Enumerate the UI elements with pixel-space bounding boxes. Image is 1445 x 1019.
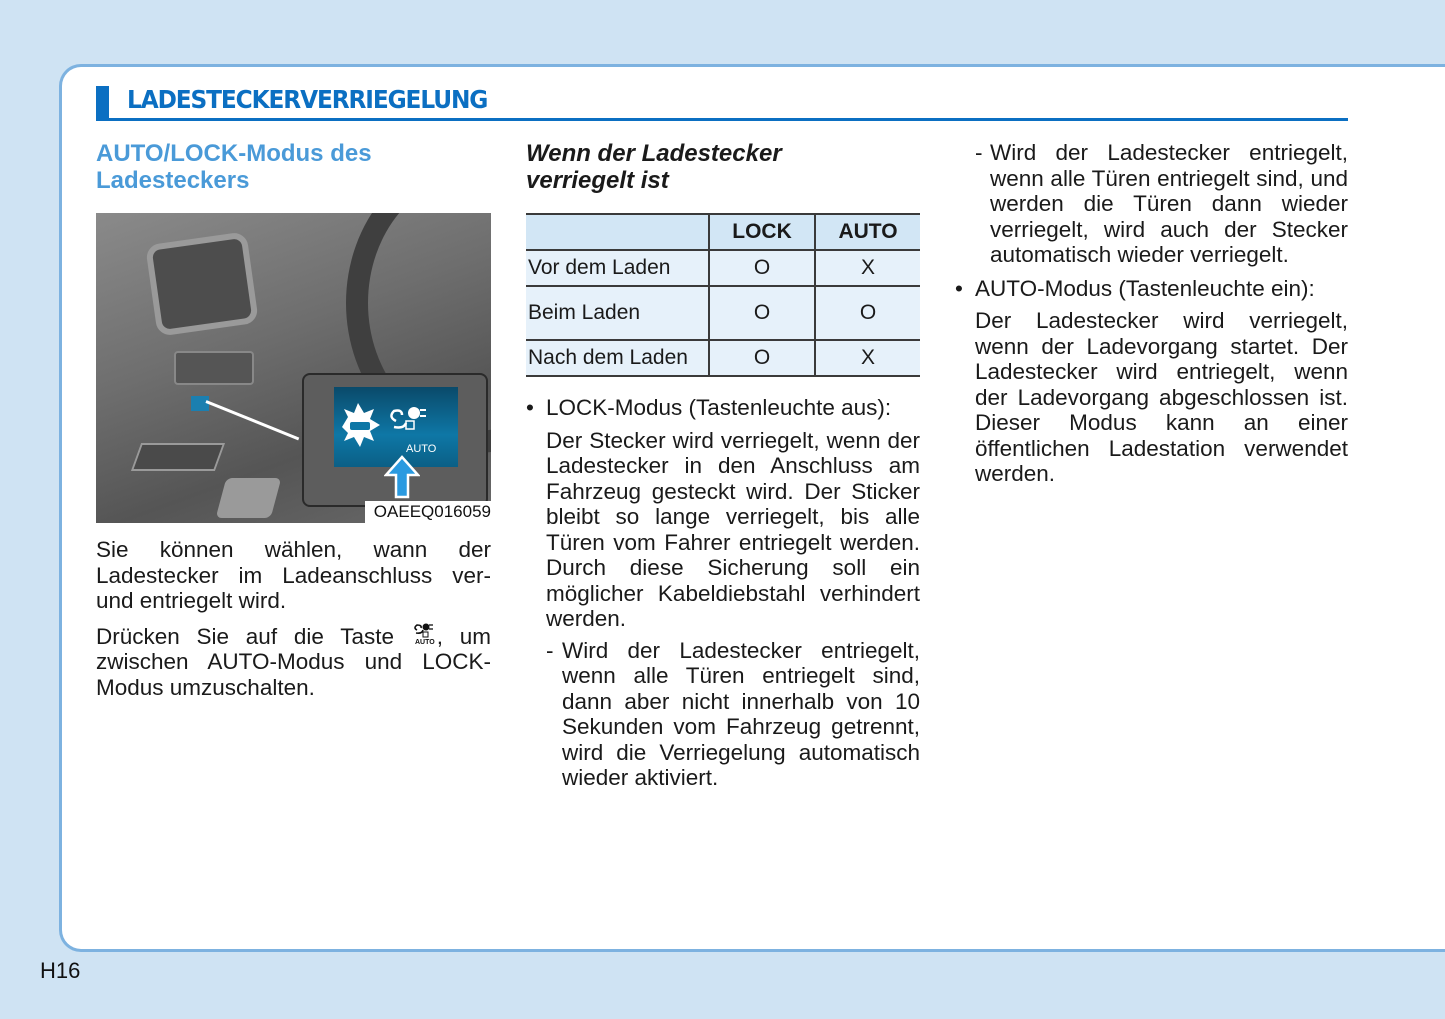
- bullet-auto-mode: [955, 276, 1348, 302]
- row-label: Nach dem Laden: [526, 340, 709, 376]
- section-header: [96, 86, 1348, 121]
- table-header-lock: LOCK: [709, 214, 815, 250]
- column-middle: [526, 140, 920, 790]
- auto-mode-description: Der Ladestecker wird verriegelt, wenn der Ladevorgang startet. Der Ladestecker wird entriegelt, wenn der Ladevorgang abgeschlossen ist. Dieser Modus kann an einer öffentlichen Ladestation verwendet werden.: [975, 308, 1348, 486]
- cell-auto: X: [815, 340, 920, 376]
- cell-auto: X: [815, 250, 920, 286]
- table-row: [526, 250, 920, 286]
- pedal-shape: [216, 478, 282, 518]
- subheading-line2: Ladesteckers: [96, 167, 250, 194]
- lock-mode-table: [526, 213, 920, 377]
- charge-plug-auto-icon: [411, 622, 437, 646]
- button-closeup-inset: [302, 373, 488, 507]
- intro-text-block: [96, 537, 491, 700]
- dash-marker: -: [975, 140, 983, 165]
- row-label: Beim Laden: [526, 286, 709, 340]
- instruction-text-start: Drücken Sie auf die Taste: [96, 623, 394, 649]
- row-label: Vor dem Laden: [526, 250, 709, 286]
- page-number: H16: [40, 958, 81, 983]
- cell-lock: O: [709, 250, 815, 286]
- section-header-bar: [96, 86, 109, 118]
- subheading-auto-lock-mode: [96, 140, 491, 194]
- lower-tray-shape: [131, 443, 225, 471]
- lock-mode-subitem: [526, 638, 920, 791]
- column-left: [96, 140, 491, 700]
- dash-marker: -: [546, 637, 554, 663]
- bullet-title: AUTO-Modus (Tastenleuchte ein):: [975, 275, 1315, 301]
- svg-text:AUTO: AUTO: [414, 638, 435, 646]
- section-title: LADESTECKERVERRIEGELUNG: [127, 85, 488, 114]
- column-right: [955, 140, 1348, 487]
- subheading-line2: verriegelt ist: [526, 167, 669, 194]
- table-row: [526, 340, 920, 376]
- lock-mode-block: [526, 395, 920, 791]
- toggle-instructions-paragraph: [96, 622, 491, 701]
- cell-auto: O: [815, 286, 920, 340]
- callout-line: [205, 400, 299, 440]
- cell-lock: O: [709, 286, 815, 340]
- air-vent-shape: [145, 231, 259, 336]
- table-header-row: [526, 214, 920, 250]
- subitem-text: Wird der Ladestecker entriegelt, wenn alle Türen entriegelt sind, dann aber nicht innerhalb von 10 Sekunden vom Fahrzeug getrennt, wird die Verriegelung automatisch wieder aktiviert.: [562, 637, 920, 790]
- arrow-up-icon: [384, 455, 420, 499]
- cell-lock: O: [709, 340, 815, 376]
- table-row: [526, 286, 920, 340]
- bullet-lock-mode: [526, 395, 920, 421]
- bullet-marker: •: [526, 395, 534, 420]
- subheading-line1: Wenn der Ladestecker: [526, 140, 782, 167]
- lock-mode-description: Der Stecker wird verriegelt, wenn der Ladestecker in den Anschluss am Fahrzeug gesteckt wird. Der Sticker bleibt so lange verriegelt, bis alle Türen vom Fahrer entriegelt werden. Durch diese Sicherung soll ein möglicher Kabeldiebstahl verhindert werden.: [546, 427, 920, 631]
- dashboard-illustration: [96, 213, 491, 523]
- table-header-auto: AUTO: [815, 214, 920, 250]
- switch-panel-shape: [174, 351, 254, 385]
- auto-label: AUTO: [406, 443, 437, 455]
- subitem-text: Wird der Ladestecker entriegelt, wenn alle Türen entriegelt sind, und werden die Türen dann wieder verriegelt, wird auch der Stecker automatisch wieder verriegelt.: [990, 140, 1348, 267]
- table-header-empty: [526, 214, 709, 250]
- subheading-line1: AUTO/LOCK-Modus des: [96, 140, 372, 167]
- lock-mode-subitem-2: [955, 140, 1348, 268]
- lock-mode-table-wrapper: [526, 213, 920, 377]
- intro-paragraph: Sie können wählen, wann der Ladestecker im Ladeanschluss ver- und entriegelt wird.: [96, 537, 491, 613]
- figure-caption: OAEEQ016059: [365, 501, 491, 523]
- bullet-title: LOCK-Modus (Tastenleuchte aus):: [546, 395, 892, 420]
- instruction-text-end: , um zwischen AUTO-Modus und LOCK-Modus umzuschalten.: [96, 623, 491, 700]
- subheading-when-locked: [526, 140, 920, 194]
- bullet-marker: •: [955, 275, 963, 301]
